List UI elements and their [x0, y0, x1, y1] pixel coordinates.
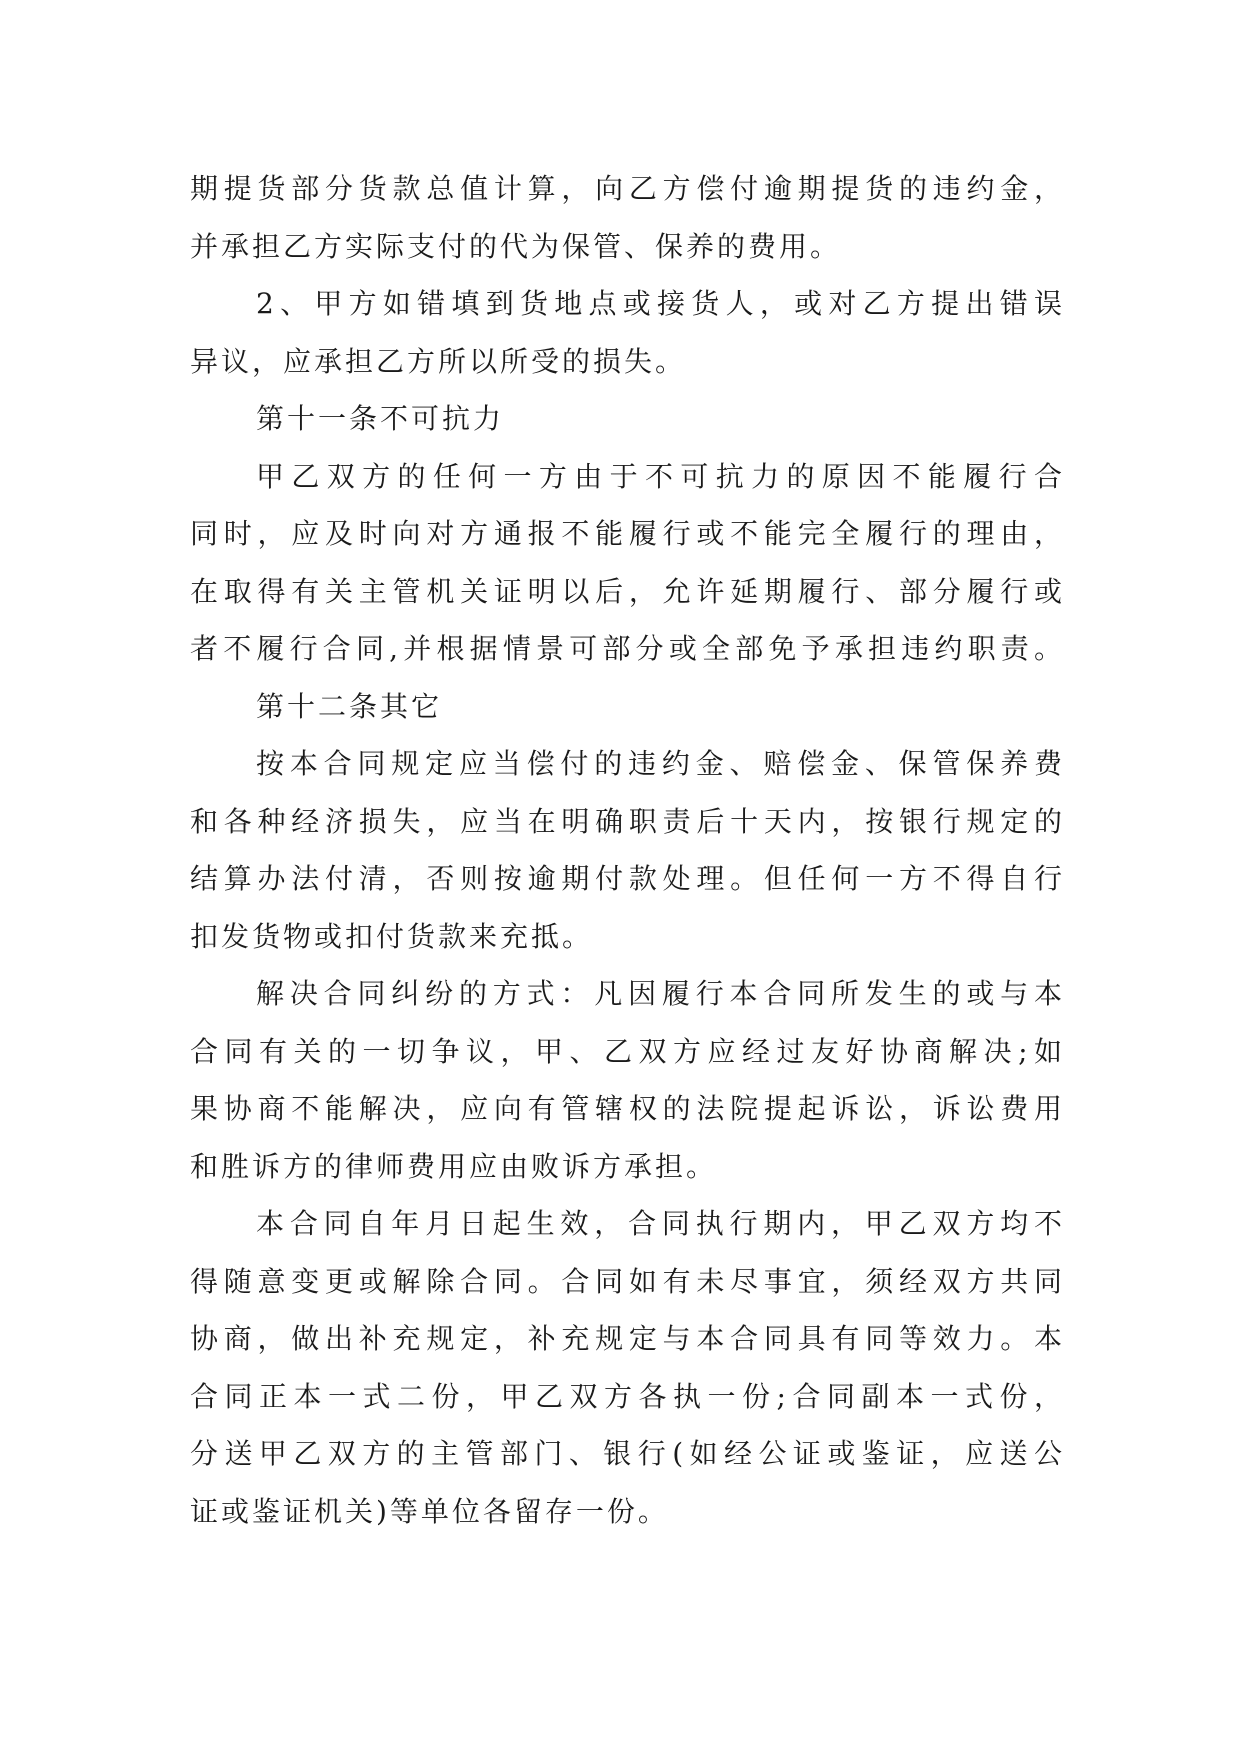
text-line: 结算办法付清，否则按逾期付款处理。但任何一方不得自行 [190, 862, 1065, 895]
text-line: 和胜诉方的律师费用应由败诉方承担。 [190, 1149, 718, 1183]
text-line: 合同有关的一切争议，甲、乙双方应经过友好协商解决;如 [190, 1034, 1065, 1068]
text-line: 得随意变更或解除合同。合同如有未尽事宜，须经双方共同 [190, 1264, 1065, 1298]
text-line: 异议，应承担乙方所以所受的损失。 [190, 344, 687, 378]
text-line: 合同正本一式二份，甲乙双方各执一份;合同副本一式份， [190, 1379, 1065, 1413]
document-body [190, 160, 1065, 1540]
text-line: 按本合同规定应当偿付的违约金、赔偿金、保管保养费 [256, 747, 1065, 780]
text-line: 果协商不能解决，应向有管辖权的法院提起诉讼，诉讼费用 [190, 1092, 1065, 1125]
section-heading: 第十二条其它 [256, 689, 443, 723]
text-line: 本合同自年月日起生效，合同执行期内，甲乙双方均不 [256, 1207, 1065, 1240]
text-line: 协商，做出补充规定，补充规定与本合同具有同等效力。本 [190, 1322, 1065, 1355]
text-line: 和各种经济损失，应当在明确职责后十天内，按银行规定的 [190, 804, 1065, 838]
text-line: 甲乙双方的任何一方由于不可抗力的原因不能履行合 [256, 459, 1065, 493]
text-line: 扣发货物或扣付货款来充抵。 [190, 919, 594, 953]
text-line: 同时，应及时向对方通报不能履行或不能完全履行的理由， [190, 517, 1065, 550]
text-line: 者不履行合同,并根据情景可部分或全部免予承担违约职责。 [190, 632, 1065, 665]
text-line: 解决合同纠纷的方式：凡因履行本合同所发生的或与本 [256, 977, 1065, 1010]
text-line: 分送甲乙双方的主管部门、银行(如经公证或鉴证，应送公 [190, 1437, 1065, 1470]
text-line: 期提货部分货款总值计算，向乙方偿付逾期提货的违约金， [190, 172, 1065, 205]
section-heading: 第十一条不可抗力 [256, 402, 505, 435]
text-line: 证或鉴证机关)等单位各留存一份。 [190, 1494, 669, 1528]
text-line: 并承担乙方实际支付的代为保管、保养的费用。 [190, 229, 842, 263]
text-line: 2、甲方如错填到货地点或接货人，或对乙方提出错误 [256, 287, 1065, 320]
text-line: 在取得有关主管机关证明以后，允许延期履行、部分履行或 [190, 574, 1065, 608]
